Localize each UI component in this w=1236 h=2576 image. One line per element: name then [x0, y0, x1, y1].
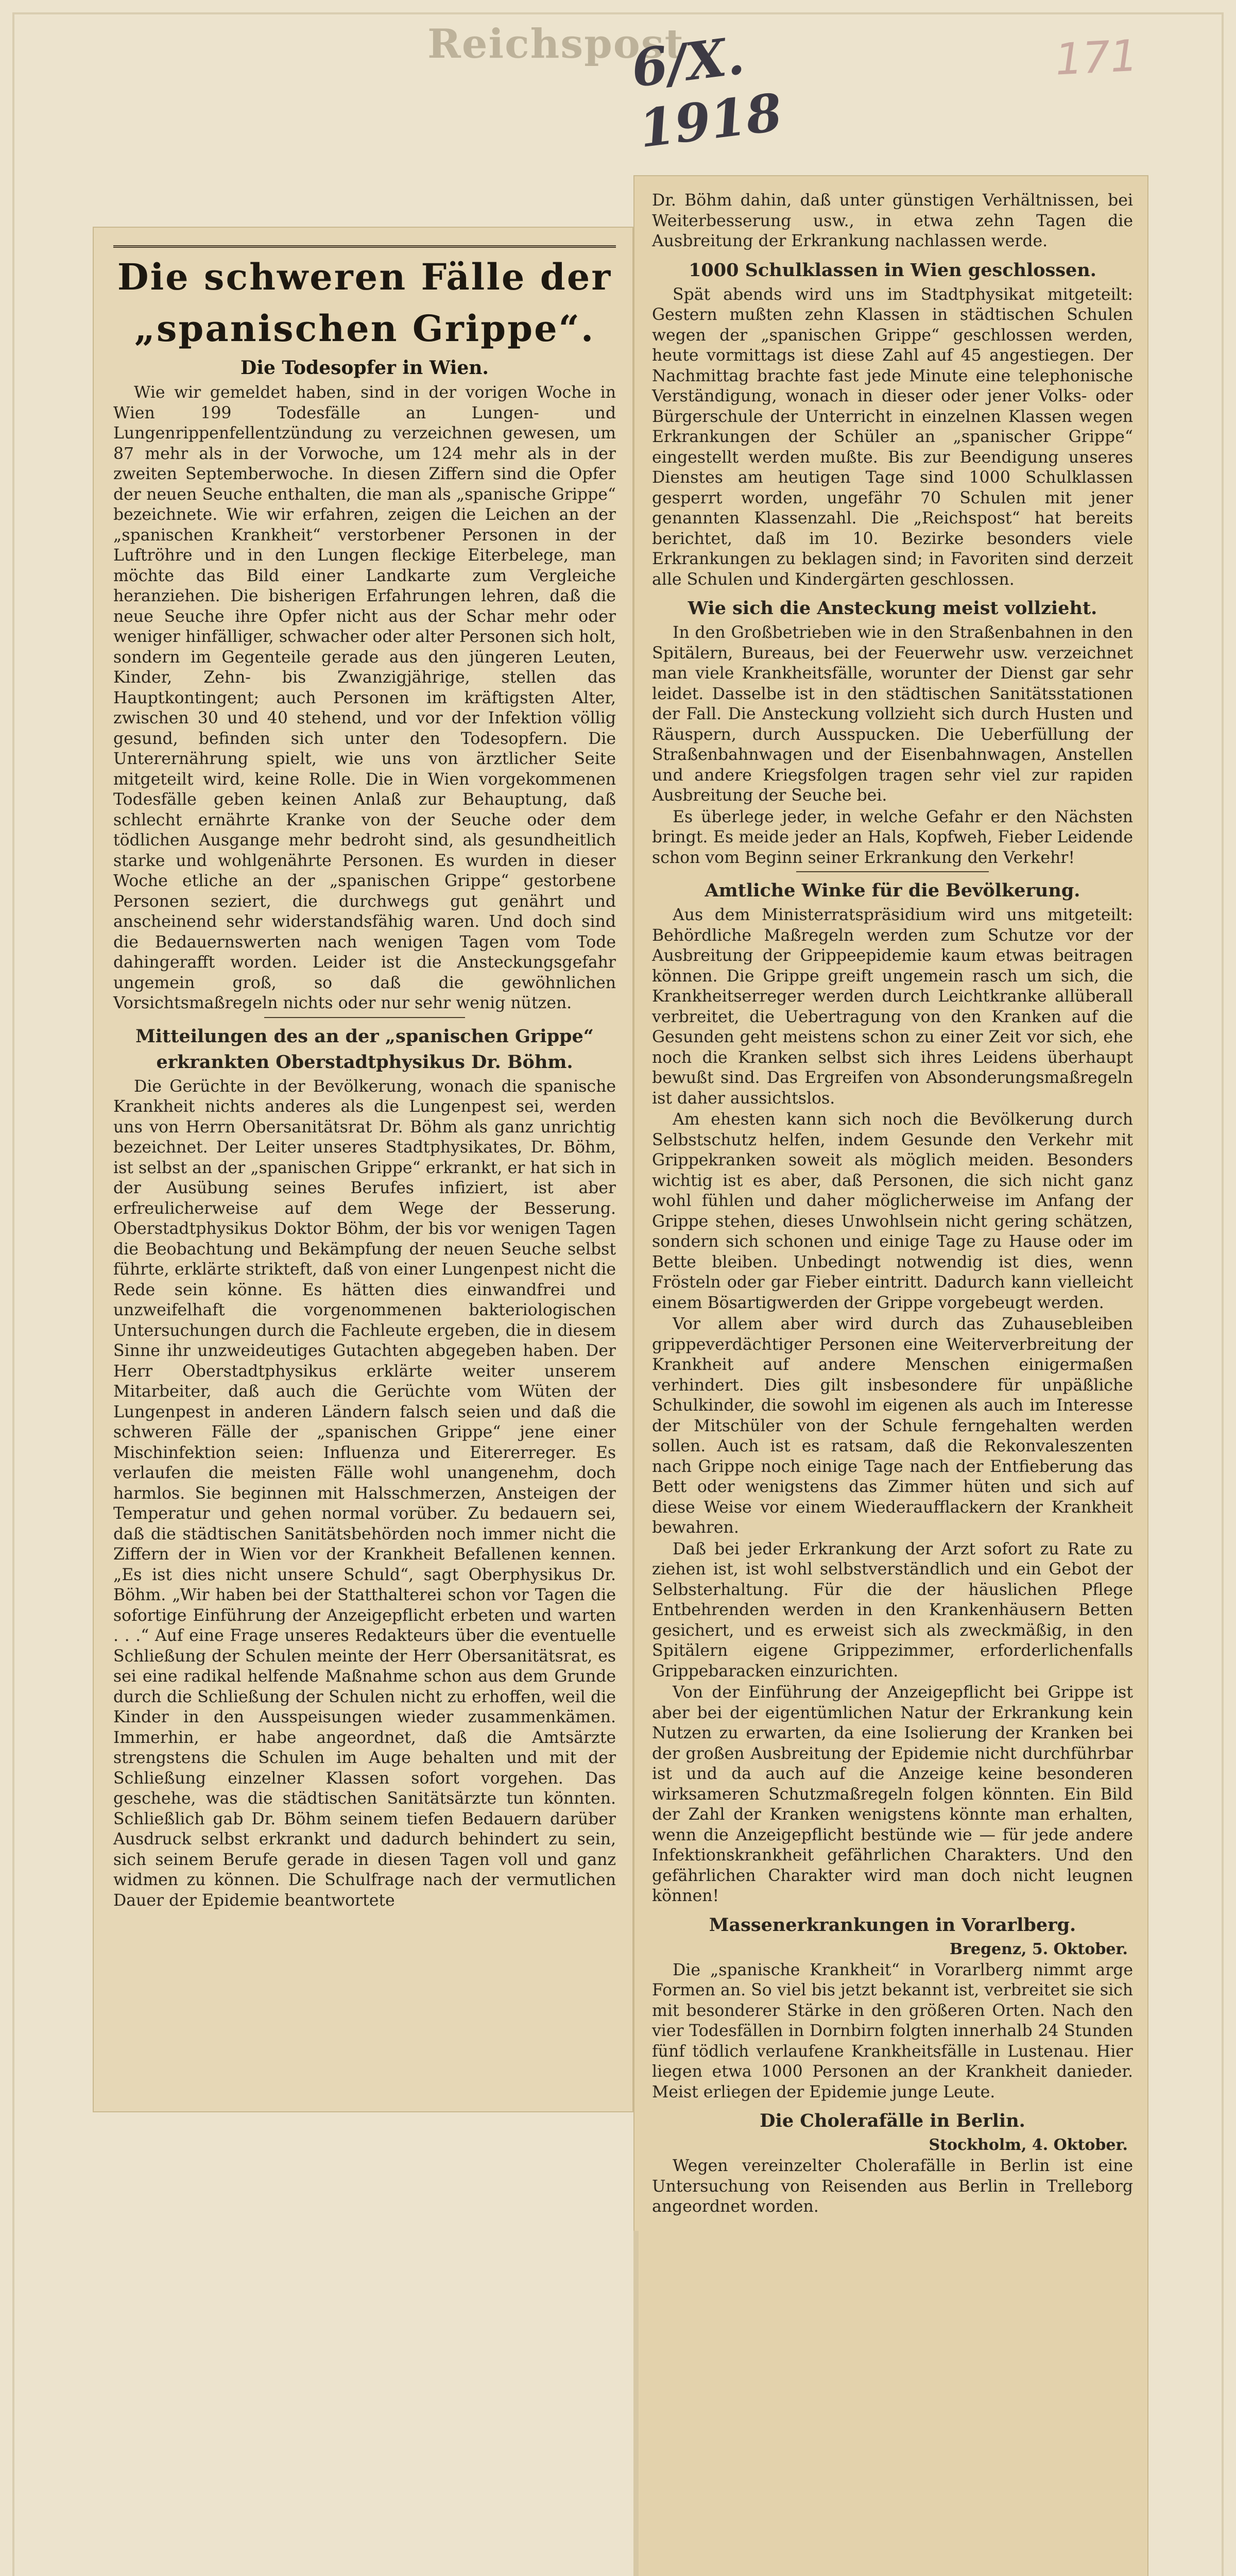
section-divider [796, 871, 989, 872]
article-paragraph: Wie wir gemeldet haben, sind in der vorigen Woche in Wien 199 Todesfälle an Lungen- und Lungenrippenfellentzündung zu verzeichnen gewesen, um 87 mehr als in der Vorwoche, um 124 mehr als in der zweiten Septemberwoche. In diesen Ziffern sind die Opfer der neuen Seuche enthalten, die man als „spanische Grippe“ bezeichnete. Wie wir erfahren, zeigen die Leichen an der „spanischen Krankheit“ verstorbener Personen in der Luftröhre und in den Lungen fleckige Eiterbelege, man möchte das Bild einer Landkarte zum Vergleiche heranziehen. Die bisherigen Erfahrungen lehren, daß die neue Seuche ihre Opfer nicht aus der Schar mehr oder weniger hinfälliger, schwacher oder alter Personen sich holt, sondern im Gegenteile gerade aus den jüngeren Leuten, Kinder, Zehn- bis Zwanzigjährige, stellen das Hauptkontingent; auch Personen im kräftigsten Alter, zwischen 30 und 40 stehend, und vor der Infektion völlig gesund, befinden sich unter den Todesopfern. Die Unterernährung spielt, wie uns von ärztlicher Seite mitgeteilt wird, keine Rolle. Die in Wien vorgekommenen Todesfälle geben keinen Anlaß zur Behauptung, daß schlecht ernährte Kranke von der Seuche oder dem tödlichen Ausgange mehr bedroht sind, als gesundheitlich starke und wohlgenährte Personen. Es wurden in dieser Woche etliche an der „spanischen Grippe“ gestorbene Personen seziert, die durchwegs gut genährt und anscheinend sehr widerstandsfähig waren. Und doch sind die Bedauernswerten nach wenigen Tagen vom Tode dahingerafft worden. Leider ist die Ansteckungsgefahr ungemein groß, so daß die gewöhnlichen Vorsichtsmaßregeln nichts oder nur sehr wenig nützen. [113, 383, 616, 1012]
top-rule [113, 245, 616, 248]
dateline-bregenz: Bregenz, 5. Oktober. [949, 1940, 1128, 1958]
headline-line-1: Die schweren Fälle der [117, 256, 612, 298]
clipping-right-column [633, 175, 1148, 2576]
headline-line-2: „spanischen Grippe“. [134, 307, 595, 350]
article-paragraph: Spät abends wird uns im Stadtphysikat mitgeteilt: Gestern mußten zehn Klassen in städtischen Schulen wegen der „spanischen Grippe“ geschlossen werden, heute vormittags ist diese Zahl auf 45 angestiegen. Der Nachmittag brachte fast jede Minute eine telephonische Verständigung, wonach in dieser oder jener Volks- oder Bürgerschule der Unterricht in einzelnen Klassen wegen Erkrankungen der Schüler an „spanischer Grippe“ eingestellt werden mußte. Bis zur Beendigung unseres Dienstes am heutigen Tage sind 1000 Schulklassen gesperrt worden, ungefähr 70 Schulen mit jener genannten Klassenzahl. Die „Reichspost“ hat bereits berichtet, daß im 10. Bezirke besonders viele Erkrankungen zu beklagen sind; in Favoriten sind derzeit alle Schulen und Kindergärten geschlossen. [652, 285, 1133, 589]
article-paragraph: Dr. Böhm dahin, daß unter günstigen Verhältnissen, bei Weiterbesserung usw., in etwa zehn Tagen die Ausbreitung der Erkrankung nachlassen werde. [652, 191, 1133, 250]
subheading-boehm-1: Mitteilungen des an der „spanischen Grippe“ [135, 1025, 594, 1047]
subheading-vorarlberg: Massenerkrankungen in Vorarlberg. [709, 1914, 1076, 1936]
archive-number: 171 [1054, 30, 1139, 85]
article-paragraph: Von der Einführung der Anzeigepflicht bei Grippe ist aber bei der eigentümlichen Natur der Erkrankung kein Nutzen zu erwarten, da eine Isolierung der Kranken bei der großen Ausbreitung der Epidemie nicht durchführbar ist und da auch auf die Anzeige keine besonderen wirksameren Schutzmaßregeln folgen könnten. Ein Bild der Zahl der Kranken wenigstens könnte man erhalten, wenn die Anzeigepflicht bestünde wie — für jede andere Infektionskrankheit gefährlichen Charakters. Und den gefährlichen Charakter wird man doch nicht leugnen können! [652, 1683, 1133, 1905]
article-paragraph: Die Gerüchte in der Bevölkerung, wonach die spanische Krankheit nichts anderes als die Lungenpest sei, werden uns von Herrn Obersanitätsrat Dr. Böhm als ganz unrichtig bezeichnet. Der Leiter unseres Stadtphysikates, Dr. Böhm, ist selbst an der „spanischen Grippe“ erkrankt, er hat sich in der Ausübung seines Berufes infiziert, ist aber erfreulicherweise auf dem Wege der Besserung. Oberstadtphysikus Doktor Böhm, der bis vor wenigen Tagen die Beobachtung und Bekämpfung der neuen Seuche selbst führte, erklärte strikteft, daß von einer Lungenpest nicht die Rede sein könne. Es hätten dies einwandfrei und unzweifelhaft die vorgenommenen bakteriologischen Untersuchungen durch die Fachleute ergeben, die in diesem Sinne ihr unzweideutiges Gutachten abgegeben haben. Der Herr Oberstadtphysikus erklärte weiter unserem Mitarbeiter, daß auch die Gerüchte vom Wüten der Lungenpest in anderen Ländern falsch seien und daß die schweren Fälle der „spanischen Grippe“ jene einer Mischinfektion seien: Influenza und Eitererreger. Es verlaufen die meisten Fälle wohl unangenehm, doch harmlos. Sie beginnen mit Halsschmerzen, Ansteigen der Temperatur und gehen normal vorüber. Zu bedauern sei, daß die städtischen Sanitätsbehörden noch immer nicht die Ziffern der in Wien vor der Krankheit Befallenen kennen. „Es ist dies nicht unsere Schuld“, sagt Oberphysikus Dr. Böhm. „Wir haben bei der Statthalterei schon vor Tagen die sofortige Einführung der Anzeigepflicht erbeten und warten . . .“ Auf eine Frage unseres Redakteurs über die eventuelle Schließung der Schulen meinte der Herr Obersanitätsrat, es sei eine radikal helfende Maßnahme schon aus dem Grunde durch die Schließung der Schulen nicht zu erhoffen, weil die Kinder in den Ausspeisungen wieder zusammenkämen. Immerhin, er habe angeordnet, daß die Amtsärzte strengstens die Schulen im Auge behalten und mit der Schließung einzelner Klassen sofort vorgehen. Das geschehe, was die städtischen Sanitätsärzte tun könnten. Schließlich gab Dr. Böhm seinem tiefen Bedauern darüber Ausdruck selbst erkrankt und dadurch behindert zu sein, sich seinem Berufe gerade in diesen Tagen voll und ganz widmen zu können. Die Schulfrage nach der vermutlichen Dauer der Epidemie beantwortete [113, 1077, 616, 1910]
article-paragraph: Am ehesten kann sich noch die Bevölkerung durch Selbstschutz helfen, indem Gesunde den Verkehr mit Grippekranken soweit als möglich meiden. Besonders wichtig ist es aber, daß Personen, die sich nicht ganz wohl fühlen und daher möglicherweise im Anfang der Grippe stehen, dieses Unwohlsein nicht gering schätzen, sondern sich schonen und einige Tage zu Hause oder im Bette bleiben. Unbedingt notwendig ist dies, wenn Frösteln oder gar Fieber eintritt. Dadurch kann vielleicht einem Bösartigwerden der Grippe vorgebeugt werden. [652, 1110, 1133, 1312]
article-paragraph: Es überlege jeder, in welche Gefahr er den Nächsten bringt. Es meide jeder an Hals, Kopfweh, Fieber Leidende schon vom Beginn seiner Erkrankung den Verkehr! [652, 807, 1133, 867]
article-paragraph: Die „spanische Krankheit“ in Vorarlberg nimmt arge Formen an. So viel bis jetzt bekannt ist, verbreitet sie sich mit besonderer Stärke in den größeren Orten. Nach den vier Todesfällen in Dornbirn folgten innerhalb 24 Stunden fünf tödlich verlaufene Krankheitsfälle in Lustenau. Hier liegen etwa 1000 Personen an der Krankheit danieder. Meist erliegen der Epidemie junge Leute. [652, 1960, 1133, 2102]
clipping-left-column [93, 227, 633, 2112]
subheading-todesopfer: Die Todesopfer in Wien. [241, 357, 489, 379]
article-paragraph: Wegen vereinzelter Cholerafälle in Berlin ist eine Untersuchung von Reisenden aus Berlin in Trelleborg angeordnet worden. [652, 2157, 1133, 2216]
article-paragraph: Vor allem aber wird durch das Zuhausebleiben grippeverdächtiger Personen eine Weiterverbreitung der Krankheit auf andere Menschen einigermaßen verhindert. Dies gilt insbesondere für unpäßliche Schulkinder, die sowohl im eigenen als auch im Interesse der Mitschüler von der Schule ferngehalten werden sollen. Auch ist es ratsam, daß die Rekonvaleszenten nach Grippe noch einige Tage nach der Entfieberung das Bett oder wenigstens das Zimmer hüten und sich auf diese Weise vor einem Wiederaufflackern der Krankheit bewahren. [652, 1315, 1133, 1537]
handwritten-date: 6/X. 1918 [628, 25, 785, 160]
subheading-boehm-2: erkrankten Oberstadtphysikus Dr. Böhm. [156, 1051, 573, 1073]
article-paragraph: Aus dem Ministerratspräsidium wird uns mitgeteilt: Behördliche Maßregeln werden zum Schutze vor der Ausbreitung der Grippeepidemie kaum etwas beitragen können. Die Grippe greift ungemein rasch um sich, die Krankheitserreger werden durch Leichtkranke allüberall verbreitet, die Uebertragung von den Kranken auf die Gesunden geht meistens schon zu einer Zeit vor sich, ehe noch die Kranken selbst sich ihres Leidens überhaupt bewußt sind. Das Ergreifen von Absonderungsmaßregeln ist daher aussichtslos. [652, 906, 1133, 1108]
article-paragraph: In den Großbetrieben wie in den Straßenbahnen in den Spitälern, Bureaus, bei der Feuerwehr usw. verzeichnet man viele Krankheitsfälle, worunter der Dienst gar sehr leidet. Dasselbe ist in den städtischen Sanitätsstationen der Fall. Die Ansteckung vollzieht sich durch Husten und Räuspern, durch Ausspucken. Die Ueberfüllung der Straßenbahnwagen und der Eisenbahnwagen, Anstellen und andere Kriegsfolgen tragen sehr viel zur rapiden Ausbreitung der Seuche bei. [652, 623, 1133, 805]
newspaper-name-stamp: Reichspost [427, 21, 684, 67]
subheading-cholera: Die Cholerafälle in Berlin. [760, 2110, 1025, 2131]
article-paragraph: Daß bei jeder Erkrankung der Arzt sofort zu Rate zu ziehen ist, ist wohl selbstverständlich und ein Gebot der Selbsterhaltung. Für die der häuslichen Pflege Entbehrenden werden in den Krankenhäusern Betten gesichert, und es erweist sich als zweckmäßig, in den Spitälern eigene Grippezimmer, erforderlichenfalls Grippebaracken einzurichten. [652, 1539, 1133, 1681]
subheading-amtliche-winke: Amtliche Winke für die Bevölkerung. [705, 880, 1080, 901]
subheading-schulklassen: 1000 Schulklassen in Wien geschlossen. [689, 259, 1096, 281]
clipping-seam [633, 2231, 639, 2576]
subheading-ansteckung: Wie sich die Ansteckung meist vollzieht. [688, 598, 1097, 619]
section-divider [264, 1017, 465, 1018]
dateline-stockholm: Stockholm, 4. Oktober. [929, 2136, 1128, 2154]
